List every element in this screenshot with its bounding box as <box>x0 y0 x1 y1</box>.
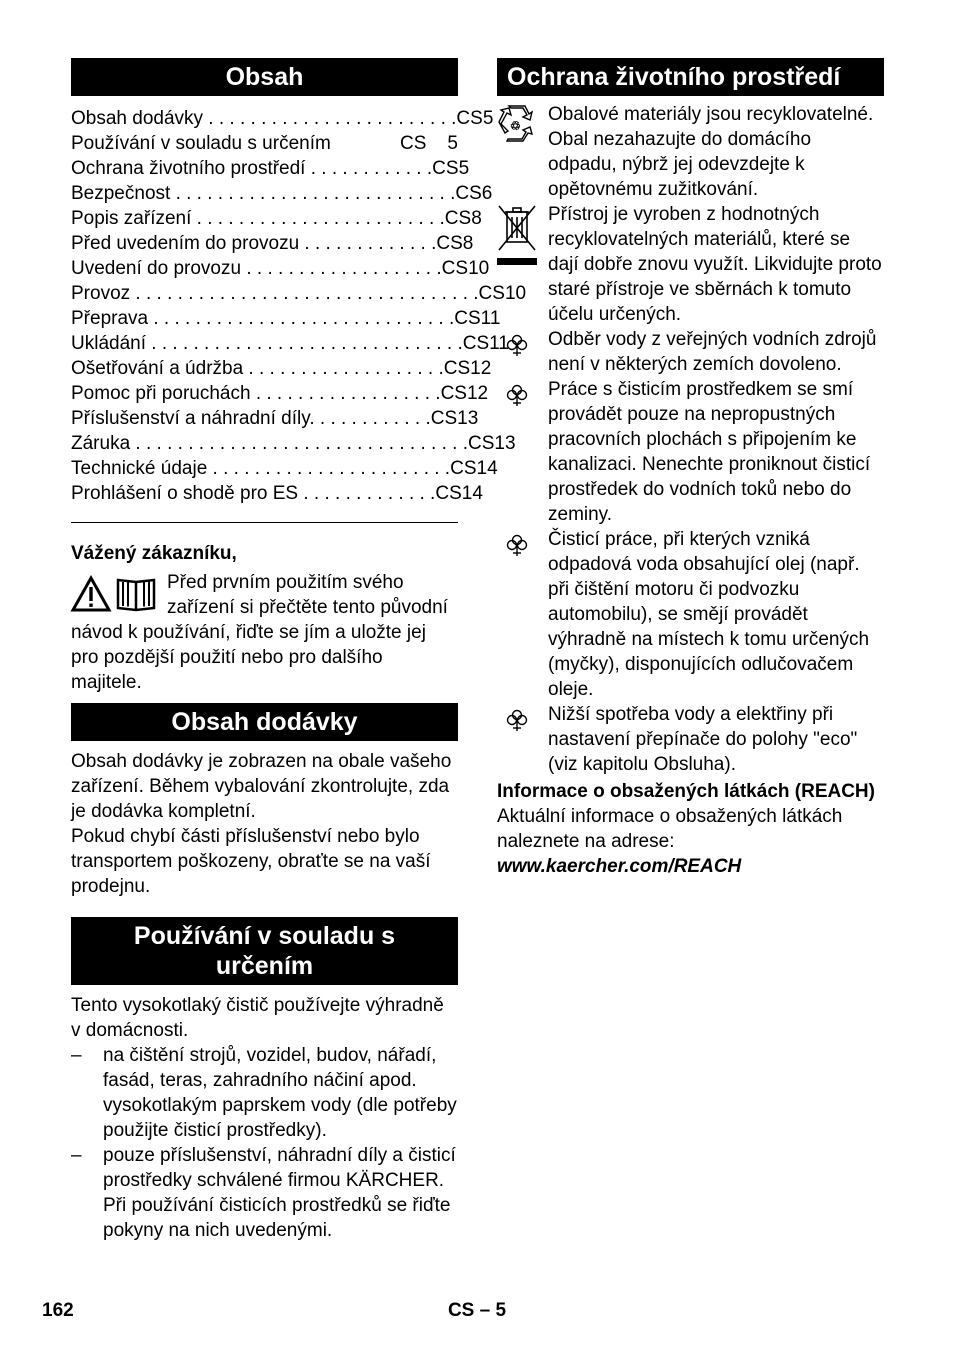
usage-list <box>71 1043 458 1243</box>
toc-entry[interactable] <box>71 231 474 256</box>
toc-entry-lang: CS <box>436 233 463 254</box>
list-item: – pouze příslušenství, náhradní díly a čisticí prostředky schválené firmou KÄRCHER. Při používání čisticích prostředků se řiďte pokyny na nich uvedenými. <box>71 1145 456 1241</box>
toc-entry-lang: CS <box>462 333 490 354</box>
toc-entry[interactable] <box>71 206 482 231</box>
toc-entry-page: 12 <box>470 358 492 379</box>
toc-entry[interactable] <box>71 106 494 131</box>
list-dash: – <box>71 1045 82 1066</box>
right-column <box>497 58 884 879</box>
toc-entry-lang: CS <box>467 433 495 454</box>
list-item: Nižší spotřeba vody a elektřiny při nastavení přepínače do polohy "eco" (viz kapitolu Obsluha). <box>497 702 884 777</box>
delivery-paragraph-2: Pokud chybí části příslušenství nebo bylo transportem poškozeny, obraťte se na vaší prodejnu. <box>71 826 431 897</box>
toc-entry-lang: CS <box>432 158 459 179</box>
toc-entry-page: 5 <box>482 108 494 129</box>
toc-entry-lang: CS <box>435 483 462 504</box>
toc-entry[interactable] <box>71 281 527 306</box>
toc-entry-lang: CS <box>444 208 472 229</box>
svg-text:♲: ♲ <box>510 119 521 133</box>
usage-heading: Používání v souladu s určením <box>71 917 458 985</box>
leaf-icon <box>497 383 537 407</box>
toc-entry-page: 8 <box>462 233 474 254</box>
toc-entry-lang: CS <box>441 258 469 279</box>
toc-entry-page: 14 <box>461 483 483 504</box>
divider <box>71 522 458 523</box>
toc-entry[interactable] <box>71 256 490 281</box>
delivery-heading: Obsah dodávky <box>71 703 458 741</box>
toc-entry-title: Používání v souladu s určením <box>71 133 331 154</box>
list-item: Čisticí práce, při kterých vzniká odpadová voda obsahující olej (např. při čištění motoru či podvozku automobilu), se smějí provádět výhradně na místech k tomu určených (myčky), disponujících odlučovačem oleje. <box>497 527 884 702</box>
notice-text: Před prvním použitím svého zařízení si přečtěte tento původní návod k používání, řiďte se jím a uložte jej pro pozdější použití nebo pro dalšího majitele. <box>71 572 448 693</box>
toc-entry-title: Před uvedením do provozu . . . . . . . . . . . . . <box>71 233 437 254</box>
leaf-icon <box>497 708 537 732</box>
toc-entry-lang: CS <box>430 408 458 429</box>
toc-entry-lang: CS <box>455 183 482 204</box>
toc-entry-page: 11 <box>489 333 509 354</box>
toc-entry-page: 5 <box>458 158 470 179</box>
reach-text: Aktuální informace o obsažených látkách naleznete na adrese: <box>497 806 843 852</box>
toc-entry-title: Bezpečnost . . . . . . . . . . . . . . . . . . . . . . . . . . . <box>71 183 456 204</box>
toc-entry-page: 13 <box>494 433 516 454</box>
toc-entry-title: Ukládání . . . . . . . . . . . . . . . . . . . . . . . . . . . . . . <box>71 333 463 354</box>
toc-entry-lang: CS <box>478 283 505 304</box>
toc-entry-lang: CS <box>400 133 427 154</box>
usage-intro: Tento vysokotlaký čistič používejte výhradně v domácnosti. <box>71 995 444 1041</box>
notice-section <box>71 541 458 695</box>
toc-entry[interactable] <box>71 131 458 156</box>
toc-entry[interactable] <box>71 306 501 331</box>
section-marker: CS – 5 <box>447 1300 507 1321</box>
list-item: Přístroj je vyroben z hodnotných recyklovatelných materiálů, které se dají dobře znovu využít. Likvidujte proto staré přístroje ve sběrnách k tomuto účelu určených. <box>497 202 884 327</box>
toc-entry[interactable] <box>71 331 509 356</box>
recycling-icon <box>497 104 537 144</box>
toc-entry-page: 6 <box>481 183 493 204</box>
toc-entry[interactable] <box>71 431 516 456</box>
toc-entry-title: Ošetřování a údržba . . . . . . . . . . . . . . . . . . . <box>71 358 444 379</box>
toc-entry[interactable] <box>71 181 493 206</box>
toc-entry-page: 10 <box>504 283 527 304</box>
toc-entry-title: Uvedení do provozu . . . . . . . . . . . . . . . . . . . <box>71 258 442 279</box>
reach-url[interactable]: www.kaercher.com/REACH <box>497 856 742 877</box>
list-item: Odběr vody z veřejných vodních zdrojů není v některých zemích dovoleno. <box>497 327 884 377</box>
toc-entry-lang: CS <box>456 108 483 129</box>
notice-icons <box>71 576 157 619</box>
toc-entry-page: 13 <box>457 408 479 429</box>
toc-entry[interactable] <box>71 456 498 481</box>
delivery-paragraph-1: Obsah dodávky je zobrazen na obale vašeho zařízení. Během vybalování zkontrolujte, zda je dodávka kompletní. <box>71 751 452 822</box>
toc-entry-lang: CS <box>440 383 467 404</box>
toc-entry-title: Popis zařízení . . . . . . . . . . . . . . . . . . . . . . . . <box>71 208 445 229</box>
leaf-icon <box>497 533 537 557</box>
toc-entry-page: 10 <box>468 258 490 279</box>
toc-entry[interactable] <box>71 381 489 406</box>
toc-entry-page: 14 <box>476 458 498 479</box>
list-dash: – <box>71 1145 82 1166</box>
toc-entry-lang: CS <box>443 358 471 379</box>
crossed-bin-icon <box>497 204 537 268</box>
toc-entry-title: Prohlášení o shodě pro ES . . . . . . . . . . . . . <box>71 483 436 504</box>
greeting: Vážený zákazníku, <box>71 543 237 564</box>
toc-entry-title: Obsah dodávky . . . . . . . . . . . . . . . . . . . . . . . . <box>71 108 457 129</box>
toc-entry-page: 12 <box>466 383 489 404</box>
toc-entry-title: Pomoc při poruchách . . . . . . . . . . . . . . . . . . <box>71 383 441 404</box>
toc-entry-title: Přeprava . . . . . . . . . . . . . . . . . . . . . . . . . . . . . <box>71 308 455 329</box>
manual-book-icon <box>115 576 157 619</box>
environment-list <box>497 102 884 777</box>
toc-entry-lang: CS <box>454 308 481 329</box>
toc-entry-title: Provoz . . . . . . . . . . . . . . . . . . . . . . . . . . . . . . . . . <box>71 283 479 304</box>
toc-entry[interactable] <box>71 156 470 181</box>
environment-heading: Ochrana životního prostředí <box>497 58 884 96</box>
list-item: Práce s čisticím prostředkem se smí provádět pouze na nepropustných pracovních plochách s připojením ke kanalizaci. Nenechte proniknout čisticí prostředek do vodních toků nebo do zeminy. <box>497 377 884 527</box>
toc-entry-title: Příslušenství a náhradní díly. . . . . . . . . . . . <box>71 408 431 429</box>
leaf-icon <box>497 333 537 357</box>
list-item: – na čištění strojů, vozidel, budov, nářadí, fasád, teras, zahradního náčiní apod. vysokotlakým paprskem vody (dle potřeby použijte čisticí prostředky). <box>71 1045 457 1141</box>
toc-heading: Obsah <box>71 58 458 96</box>
toc-entry[interactable] <box>71 406 479 431</box>
toc-entry[interactable] <box>71 356 492 381</box>
toc-entry-lang: CS <box>450 458 477 479</box>
list-item: ♲ Obalové materiály jsou recyklovatelné. Obal nezahazujte do domácího odpadu, nýbrž jej odevzdejte k opětovnému zužitkování. <box>497 102 884 202</box>
toc-entry-title: Ochrana životního prostředí . . . . . . . . . . . . <box>71 158 433 179</box>
toc-entry-page: 8 <box>471 208 482 229</box>
page-number: 162 <box>42 1300 74 1321</box>
table-of-contents <box>71 106 527 506</box>
reach-heading: Informace o obsažených látkách (REACH) <box>497 781 875 802</box>
toc-entry-page: 5 <box>447 133 458 154</box>
toc-entry-title: Záruka . . . . . . . . . . . . . . . . . . . . . . . . . . . . . . . . <box>71 433 468 454</box>
toc-entry-page: 11 <box>480 308 501 329</box>
toc-entry[interactable] <box>71 481 483 506</box>
toc-entry-title: Technické údaje . . . . . . . . . . . . . . . . . . . . . . . <box>71 458 451 479</box>
left-column <box>71 58 527 1243</box>
warning-icon <box>71 576 111 619</box>
